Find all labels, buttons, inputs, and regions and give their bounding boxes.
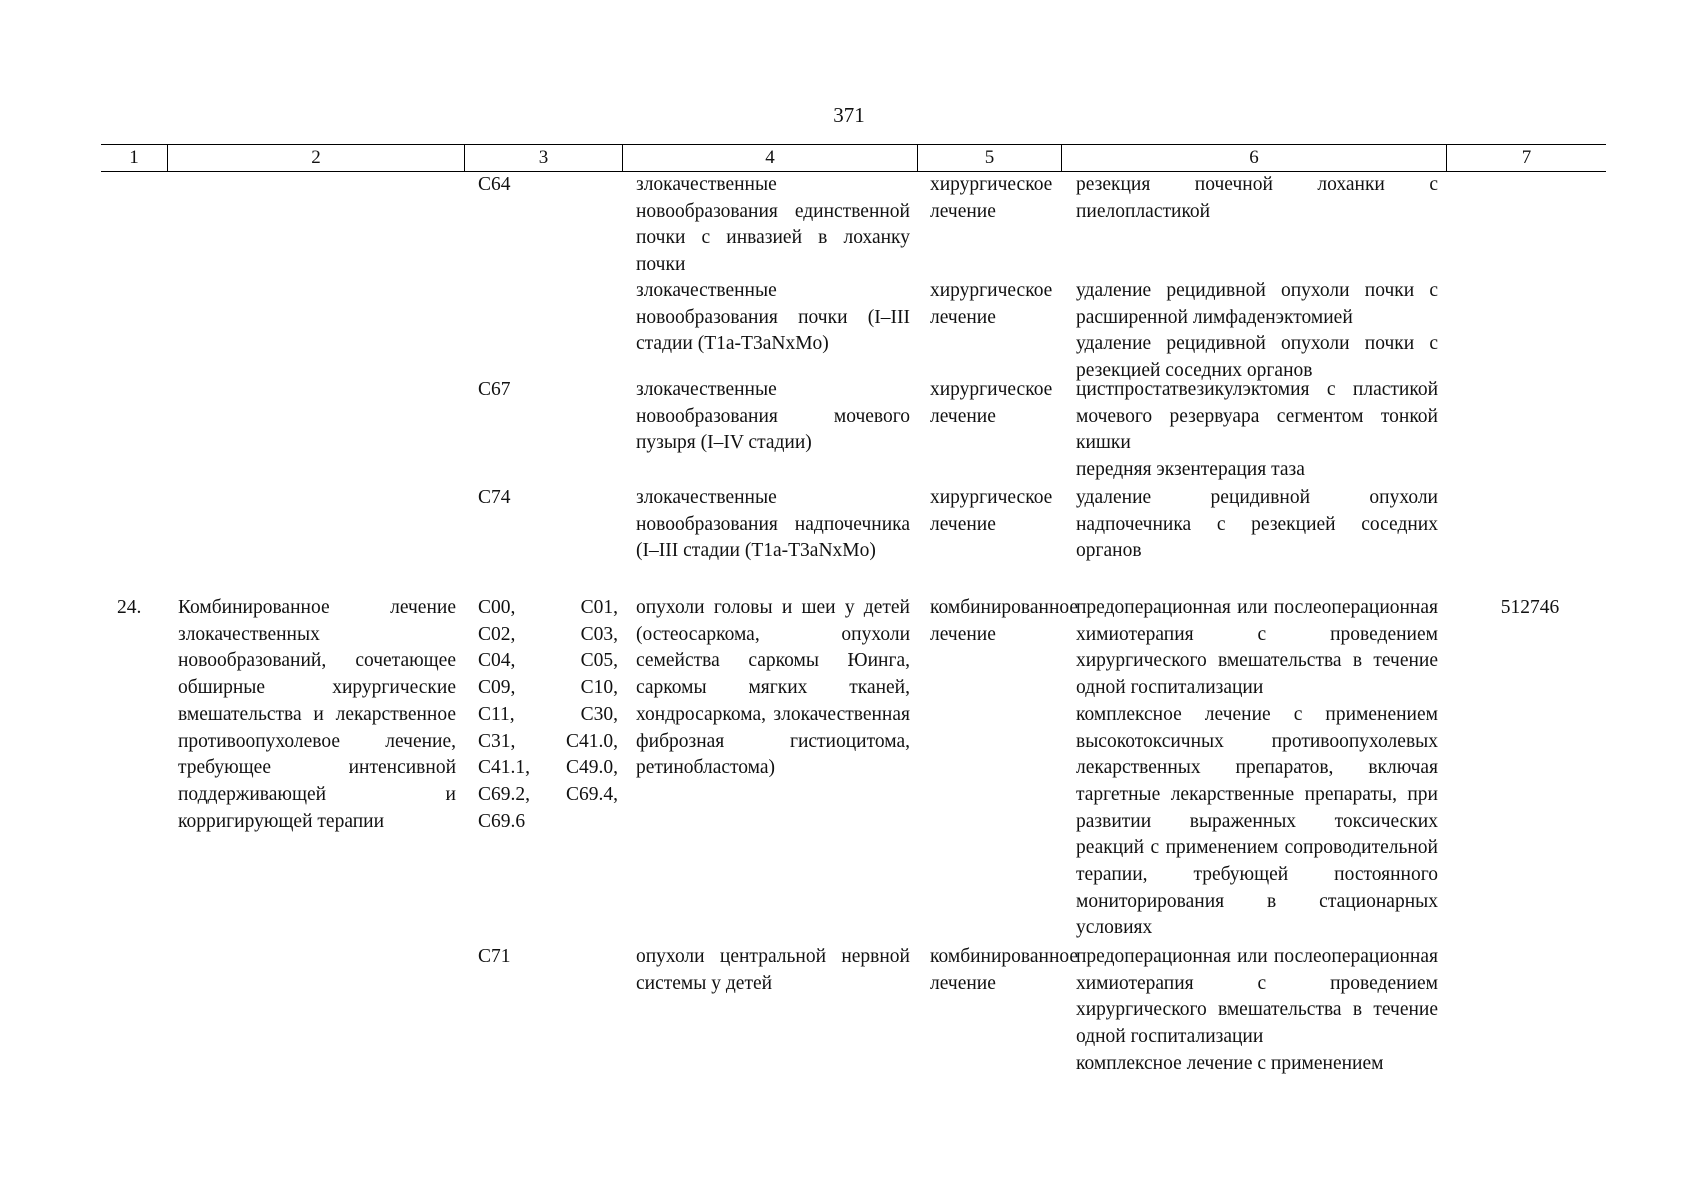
icd-code: C31, [478,730,516,752]
treatment-type-cell: хирургическое лечение [930,174,1053,222]
icd-code: C69.4, [565,783,618,805]
item-number: 24. [117,597,142,618]
diagnosis-cell: злокачественные новообразования надпочечника (I–III стадии (T1a-T3aNxMo) [636,487,910,562]
method-text: удаление рецидивной опухоли почки с резекцией соседних органов [1076,333,1438,382]
treatment-group-name: Комбинированное лечение злокачественных новообразований, сочетающее обширные хирургические вмешательства и лекарственное противоопухолевое лечение, требующее интенсивной поддерживающей и корригирующей терапии [178,597,456,832]
diagnosis-cell: злокачественные новообразования мочевого пузыря (I–IV стадии) [636,379,910,454]
icd-code: C04, [478,650,516,672]
price-value: 512746 [1500,597,1560,618]
icd-code: C67 [478,379,511,400]
method-text: цистпростатвезикулэктомия с пластикой мочевого резервуара сегментом тонкой кишки [1076,379,1438,454]
column-header-4: 4 [622,145,917,171]
method-cell [1076,172,1438,225]
icd-code: C41.0, [565,730,618,752]
icd-code: C30, [580,703,618,725]
method-text: удаление рецидивной опухоли надпочечника с резекцией соседних органов [1076,487,1438,562]
method-cell [1076,944,1438,1078]
icd-code: C49.0, [565,757,618,779]
column-header-5: 5 [917,145,1061,171]
method-cell [1076,377,1438,484]
icd-code: C69.2, [478,783,531,805]
icd-code: C64 [478,174,511,195]
icd-code: C11, [478,703,515,725]
column-header-1: 1 [129,147,139,168]
icd-code: C10, [580,677,618,699]
method-text: предоперационная или послеоперационная химиотерапия с проведением хирургического вмешательства в течение одной госпитализации [1076,597,1438,699]
icd-code: C71 [478,946,511,967]
treatment-type-cell: комбинированное лечение [930,597,1079,645]
column-header-7: 7 [1446,145,1606,171]
icd-code: C01, [580,597,618,618]
treatment-type-cell: хирургическое лечение [930,487,1053,535]
method-text: комплексное лечение с применением высокотоксичных противоопухолевых лекарственных препаратов, включая таргетные лекарственные препараты, при развитии выраженных токсических реакций с применением сопроводительной терапии, требующей постоянного мониторирования в стационарных условиях [1076,703,1438,939]
column-header-2: 2 [167,145,464,171]
icd-code: C00, [478,597,516,618]
icd-code: C69.6 [478,810,526,832]
method-text: предоперационная или послеоперационная химиотерапия с проведением хирургического вмешательства в течение одной госпитализации [1076,946,1438,1048]
diagnosis-cell: опухоли головы и шеи у детей (остеосаркома, опухоли семейства саркомы Юинга, саркомы мягких тканей, хондросаркома, злокачественная фиброзная гистиоцитома, ретинобластома) [636,597,910,779]
page-number: 371 [833,103,865,127]
treatment-type-cell: хирургическое лечение [930,280,1053,328]
icd-code: C74 [478,487,511,508]
icd-code: C09, [478,677,516,699]
method-cell [1076,595,1438,942]
treatment-type-cell: комбинированное лечение [930,946,1079,994]
icd-code: C05, [580,650,618,672]
method-text: резекция почечной лоханки с пиелопластикой [1076,174,1438,222]
icd-code: C02, [478,623,516,645]
method-cell [1076,485,1438,565]
diagnosis-cell: злокачественные новообразования почки (I–III стадии (T1a-T3aNxMo) [636,280,910,355]
method-text: комплексное лечение с применением [1076,1052,1384,1074]
method-text: удаление рецидивной опухоли почки с расширенной лимфаденэктомией [1076,280,1438,328]
icd-code: C41.1, [478,757,531,779]
table-header-row [101,144,1606,172]
column-header-6: 6 [1061,145,1446,171]
method-cell [1076,278,1438,385]
icd-code: C03, [580,623,618,645]
diagnosis-cell: опухоли центральной нервной системы у детей [636,946,910,994]
column-header-3: 3 [464,145,622,171]
treatment-type-cell: хирургическое лечение [930,379,1053,427]
diagnosis-cell: злокачественные новообразования единственной почки с инвазией в лоханку почки [636,174,910,276]
icd-code-list [478,595,618,835]
method-text: передняя экзентерация таза [1076,459,1305,481]
